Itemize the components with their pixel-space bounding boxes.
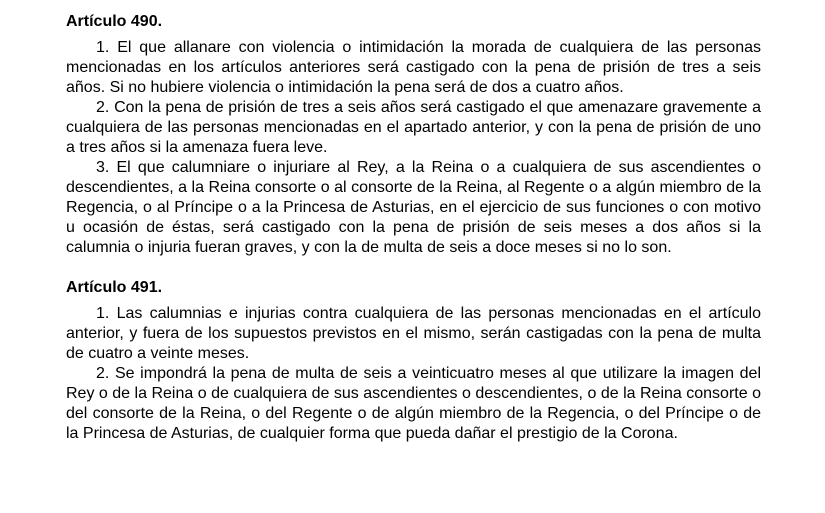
article-paragraph: 2. Con la pena de prisión de tres a seis años será castigado el que amenazare gravemente a cualquiera de las personas mencionadas en el apartado anterior, y con la pena de prisión de uno a tres años si la amenaza fuera leve.	[66, 99, 761, 156]
article-title: Artículo 491.	[66, 279, 163, 296]
article-paragraph: 3. El que calumniare o injuriare al Rey, a la Reina o a cualquiera de sus ascendientes o descendientes, a la Reina consorte o al consorte de la Reina, al Regente o a algún miembro de la Regencia, o al Príncipe o a la Princesa de Asturias, en el ejercicio de sus funciones o con motivo u ocasión de éstas, será castigado con la pena de prisión de seis meses a dos años si la calumnia o injuria fueran graves, y con la de multa de seis a doce meses si no lo son.	[66, 159, 761, 256]
article-490	[66, 12, 761, 258]
article-491	[66, 278, 761, 444]
article-paragraph: 1. Las calumnias e injurias contra cualquiera de las personas mencionadas en el artículo anterior, y fuera de los supuestos previstos en el mismo, serán castigadas con la pena de multa de cuatro a veinte meses.	[66, 305, 761, 362]
article-title: Artículo 490.	[66, 13, 163, 30]
article-paragraph: 1. El que allanare con violencia o intimidación la morada de cualquiera de las personas mencionadas en los artículos anteriores será castigado con la pena de prisión de tres a seis años. Si no hubiere violencia o intimidación la pena será de dos a cuatro años.	[66, 39, 761, 96]
article-paragraph: 2. Se impondrá la pena de multa de seis a veinticuatro meses al que utilizare la imagen del Rey o de la Reina o de cualquiera de sus ascendientes o descendientes, o de la Reina consorte o del consorte de la Reina, o del Regente o de algún miembro de la Regencia, o del Príncipe o de la Princesa de Asturias, de cualquier forma que pueda dañar el prestigio de la Corona.	[66, 365, 761, 442]
